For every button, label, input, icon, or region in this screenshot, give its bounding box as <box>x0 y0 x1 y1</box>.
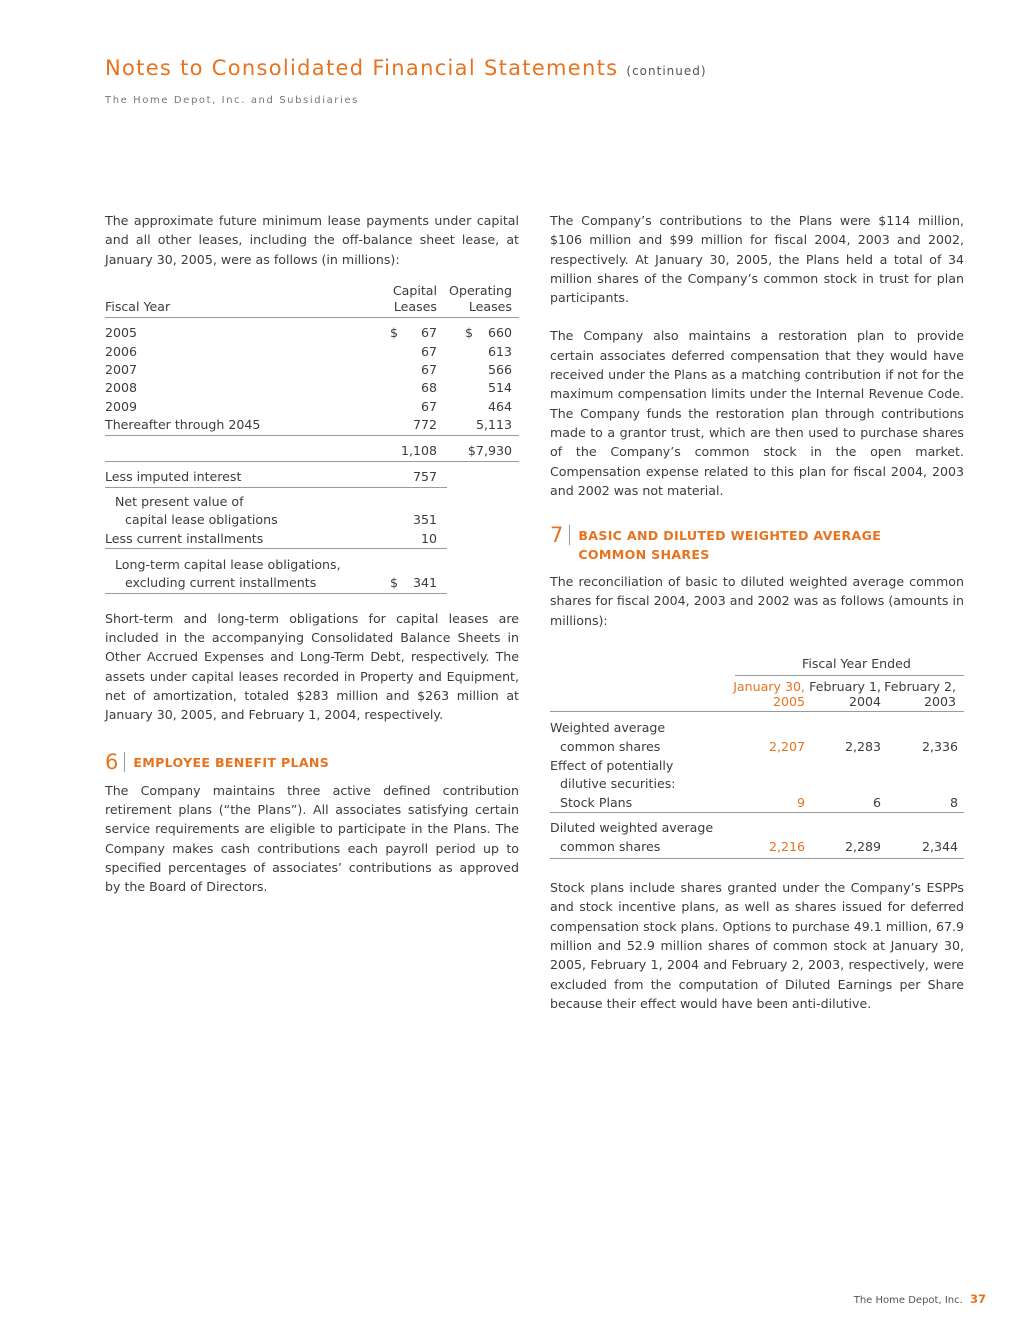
capital-value: 68 <box>420 379 437 395</box>
section-6-heading <box>105 751 519 773</box>
page-number: 37 <box>969 1292 986 1306</box>
column-header-rule <box>550 711 964 712</box>
year-label: Thereafter through 2045 <box>105 416 261 432</box>
imputed-rule <box>105 487 447 488</box>
imputed-row <box>105 467 519 485</box>
lt-row-1 <box>105 555 519 573</box>
diluted-rule <box>550 858 964 859</box>
npv-row-1 <box>105 492 519 510</box>
effect-label-2: dilutive securities: <box>560 776 676 792</box>
wa-2005: 2,207 <box>768 739 805 755</box>
operating-value: 613 <box>487 343 512 359</box>
col-2003-header-2: 2003 <box>923 694 956 710</box>
header-rule <box>105 317 519 318</box>
capital-value: 67 <box>420 324 437 340</box>
total-operating: $7,930 <box>467 442 512 458</box>
capital-value: 772 <box>412 416 437 432</box>
table-row <box>105 342 519 360</box>
col-2005-header-1: January 30, <box>733 679 805 695</box>
npv-row-2 <box>105 510 519 528</box>
page-footer <box>854 1292 986 1306</box>
lease-table <box>105 281 519 603</box>
contrib-text: The Company’s contributions to the Plans were $114 million, $106 million and $99 million for fiscal 2004, 2003 and 2002, respectively. At January 30, 2005, the Plans held a total of 34 million shares of the Company’s common stock in trust for plan participants. <box>550 213 964 306</box>
footer-company: The Home Depot, Inc. <box>853 1295 963 1306</box>
section-divider <box>124 752 125 772</box>
col-2005-header-2: 2005 <box>772 694 805 710</box>
title-continued: (continued) <box>626 64 707 78</box>
col-operating-header-2: Leases <box>468 298 512 314</box>
lt-label-2: excluding current installments <box>125 574 317 590</box>
page-title <box>105 56 707 80</box>
lt-label-1: Long-term capital lease obligations, <box>115 556 341 572</box>
npv-label-1: Net present value of <box>115 493 244 509</box>
current-value: 10 <box>420 530 437 546</box>
effect-rule <box>550 812 964 813</box>
year-label: 2008 <box>105 379 138 395</box>
diluted-2004: 2,289 <box>844 839 881 855</box>
col-2004-header-1: February 1, <box>809 679 881 695</box>
effect-2005: 9 <box>796 795 805 811</box>
capital-value: 67 <box>420 343 437 359</box>
operating-value: 464 <box>487 398 512 414</box>
wa-2004: 2,283 <box>844 739 881 755</box>
effect-label-1: Effect of potentially <box>550 758 674 774</box>
lease-intro: The approximate future minimum lease payments under capital and all other leases, including the off-balance sheet lease, at January 30, 2005, were as follows (in millions): <box>105 213 519 267</box>
section-6-title: EMPLOYEE BENEFIT PLANS <box>133 754 330 770</box>
col-capital-header-2: Leases <box>393 298 437 314</box>
col-2003-header-1: February 2, <box>884 679 956 695</box>
total-rule <box>105 461 519 462</box>
lt-rule <box>105 593 447 594</box>
operating-value: 660 <box>487 324 512 340</box>
year-label: 2006 <box>105 343 138 359</box>
effect-2003: 8 <box>949 795 958 811</box>
page-subtitle: The Home Depot, Inc. and Subsidiaries <box>105 95 359 106</box>
current-label: Less current installments <box>105 530 264 546</box>
table-row <box>105 360 519 378</box>
capital-dollar: $ <box>390 324 399 340</box>
operating-value: 514 <box>487 379 512 395</box>
wa-2003: 2,336 <box>921 739 958 755</box>
fiscal-year-ended-header: Fiscal Year Ended <box>802 656 911 672</box>
lt-dollar: $ <box>390 574 399 590</box>
total-capital: 1,108 <box>400 442 437 458</box>
section-6-text: The Company maintains three active defined contribution retirement plans (“the Plans”). All associates satisfying certain service requirements are eligible to participate in the Plans. The Company makes cash contributions each payroll period up to specified percentages of associates’ contributions as approved by the Board of Directors. <box>105 782 519 895</box>
effect-label-3: Stock Plans <box>560 795 633 811</box>
fiscal-header-rule <box>735 675 964 676</box>
section-7-number: 7 <box>550 523 564 548</box>
operating-dollar: $ <box>465 324 474 340</box>
right-column <box>550 211 964 1013</box>
wa-label-1: Weighted average <box>550 720 666 736</box>
recon-text: The reconciliation of basic to diluted weighted average common shares for fiscal 2004, 2003 and 2002 was as follows (amounts in millions): <box>550 574 964 628</box>
npv-label-2: capital lease obligations <box>125 511 278 527</box>
restoration-text: The Company also maintains a restoration plan to provide certain associates deferred compensation that they would have received under the Plans as a matching contribution if not for the maximum compensation limits under the Internal Revenue Code. The Company funds the restoration plan through contributions made to a grantor trust, which are then used to purchase shares of the Company’s common stock in the open market. Compensation expense related to this plan for fiscal 2004, 2003 and 2002 was not material. <box>550 328 964 498</box>
subtotal-rule <box>105 435 519 436</box>
section-7-title-line-2: COMMON SHARES <box>578 547 710 563</box>
operating-value: 5,113 <box>475 416 512 432</box>
imputed-value: 757 <box>412 468 437 484</box>
section-7-title <box>578 524 881 564</box>
capital-value: 67 <box>420 361 437 377</box>
wa-label-2: common shares <box>560 739 661 755</box>
current-rule <box>105 548 447 549</box>
obligations-text: Short-term and long-term obligations for capital leases are included in the accompanying Consolidated Balance Sheets in Other Accrued Expenses and Long-Term Debt, respectively. The assets under capital leases recorded in Property and Equipment, net of amortization, totaled $283 million and $263 million at January 30, 2005, and February 1, 2004, respectively. <box>105 610 519 723</box>
operating-value: 566 <box>487 361 512 377</box>
current-row <box>105 529 519 547</box>
col-2004-header-2: 2004 <box>848 694 881 710</box>
section-7-heading <box>550 524 964 564</box>
lt-value: 341 <box>412 574 437 590</box>
table-row <box>105 415 519 433</box>
section-divider <box>569 525 570 545</box>
diluted-2005: 2,216 <box>768 839 805 855</box>
title-text: Notes to Consolidated Financial Statements <box>105 56 619 80</box>
shares-table <box>550 640 964 872</box>
table-row <box>105 397 519 415</box>
diluted-label-1: Diluted weighted average <box>550 820 714 836</box>
col-operating-header-1: Operating <box>449 282 512 298</box>
stock-plans-text: Stock plans include shares granted under the Company’s ESPPs and stock incentive plans, as well as shares issued for deferred compensation stock plans. Options to purchase 49.1 million, 67.9 million and 52.9 million shares of common stock at January 30, 2005, February 1, 2004 and February 2, 2003, respectively, were excluded from the computation of Diluted Earnings per Share because their effect would have been anti-dilutive. <box>550 880 964 1011</box>
lt-row-2 <box>105 573 519 591</box>
year-label: 2005 <box>105 324 138 340</box>
imputed-label: Less imputed interest <box>105 468 242 484</box>
capital-value: 67 <box>420 398 437 414</box>
diluted-2003: 2,344 <box>921 839 958 855</box>
total-row <box>105 441 519 459</box>
table-row <box>105 378 519 396</box>
col-capital-header-1: Capital <box>392 282 437 298</box>
section-6-number: 6 <box>105 749 119 774</box>
npv-value: 351 <box>412 511 437 527</box>
left-column <box>105 211 519 896</box>
diluted-label-2: common shares <box>560 839 661 855</box>
section-7-title-line-1: BASIC AND DILUTED WEIGHTED AVERAGE <box>578 528 882 544</box>
effect-2004: 6 <box>872 795 881 811</box>
col-fiscal-header: Fiscal Year <box>105 298 171 314</box>
year-label: 2007 <box>105 361 138 377</box>
year-label: 2009 <box>105 398 138 414</box>
table-row <box>105 323 519 341</box>
